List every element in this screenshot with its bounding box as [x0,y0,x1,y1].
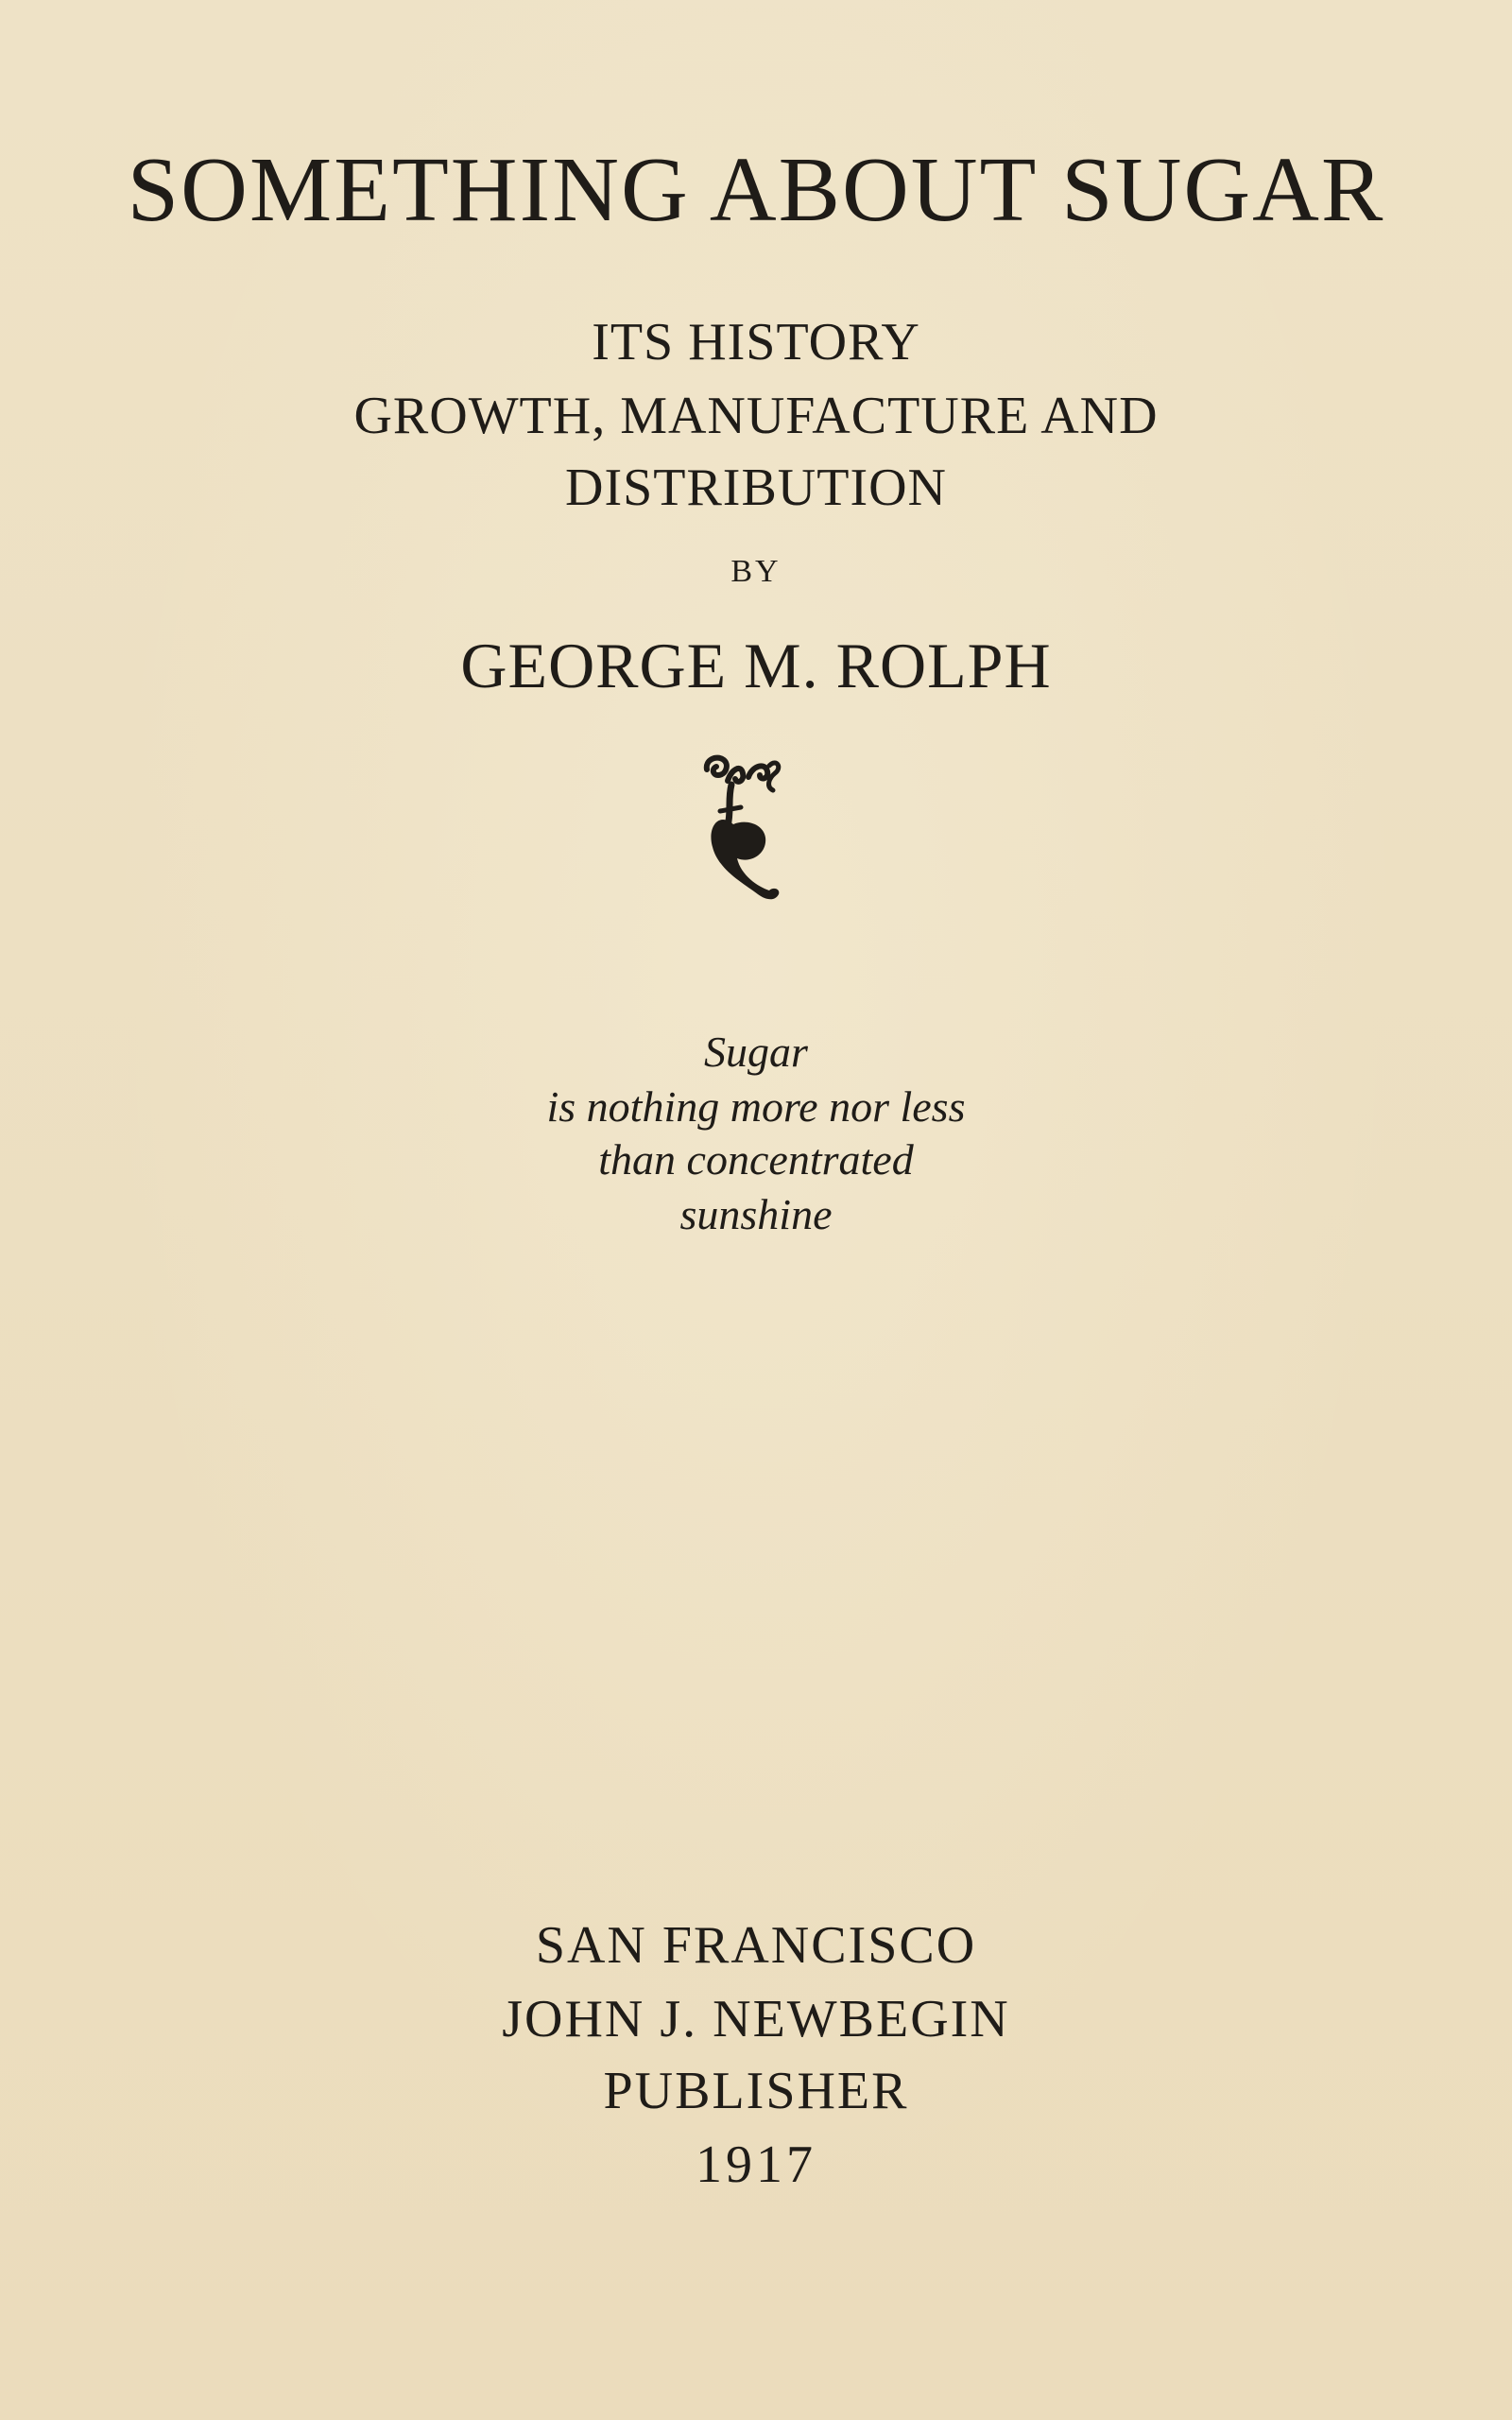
imprint-city: SAN FRANCISCO [535,1916,977,1975]
subtitle-line-3: DISTRIBUTION [565,458,947,517]
motto-line-1: Sugar [704,1028,808,1076]
byline: BY [730,554,782,589]
author-name: GEORGE M. ROLPH [460,630,1052,701]
motto-line-3: than concentrated [598,1135,914,1184]
subtitle-line-1: ITS HISTORY [592,313,920,372]
printers-ornament-icon [699,752,784,913]
book-title: SOMETHING ABOUT SUGAR [127,139,1385,241]
imprint-publisher-name: JOHN J. NEWBEGIN [502,1990,1010,2048]
imprint-publisher-label: PUBLISHER [603,2062,909,2120]
motto-line-2: is nothing more nor less [546,1082,966,1131]
imprint-year: 1917 [696,2135,816,2194]
motto-line-4: sunshine [679,1190,833,1238]
subtitle-line-2: GROWTH, MANUFACTURE AND [353,387,1159,445]
